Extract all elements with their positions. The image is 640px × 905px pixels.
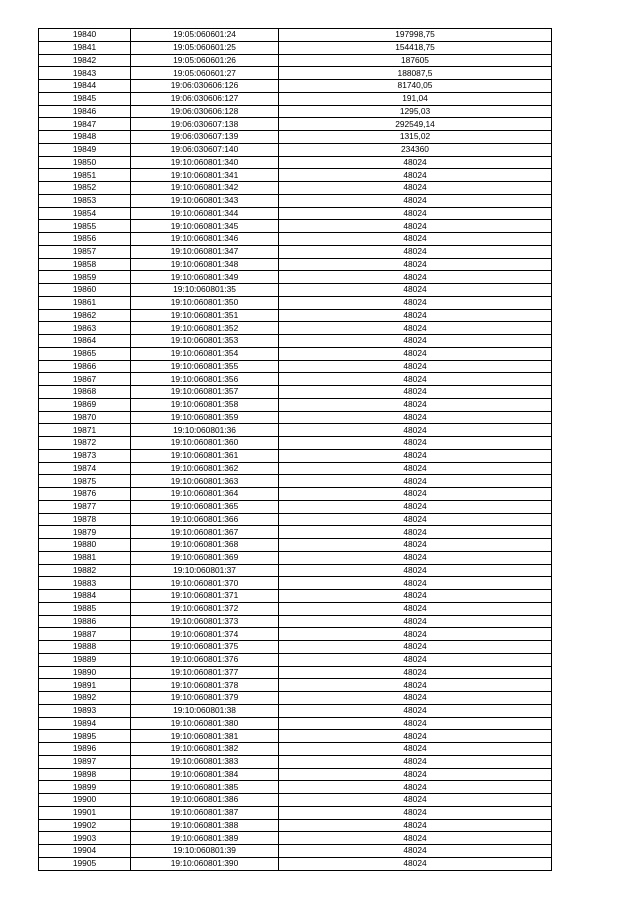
table-row [39, 118, 552, 131]
row-number-cell: 19891 [39, 679, 131, 692]
cadastral-number-cell: 19:10:060801:370 [131, 577, 279, 590]
value-cell: 48024 [279, 169, 552, 182]
row-number-cell: 19874 [39, 462, 131, 475]
table-row [39, 845, 552, 858]
table-row [39, 819, 552, 832]
cadastral-number-cell: 19:10:060801:355 [131, 360, 279, 373]
table-row [39, 730, 552, 743]
row-number-cell: 19873 [39, 449, 131, 462]
cadastral-number-cell: 19:10:060801:342 [131, 182, 279, 195]
row-number-cell: 19858 [39, 258, 131, 271]
cadastral-number-cell: 19:05:060601:25 [131, 41, 279, 54]
table-body [39, 29, 552, 871]
cadastral-number-cell: 19:10:060801:359 [131, 411, 279, 424]
cadastral-number-cell: 19:10:060801:386 [131, 794, 279, 807]
row-number-cell: 19870 [39, 411, 131, 424]
cadastral-number-cell: 19:10:060801:39 [131, 845, 279, 858]
value-cell: 48024 [279, 462, 552, 475]
table-row [39, 67, 552, 80]
row-number-cell: 19871 [39, 424, 131, 437]
table-row [39, 220, 552, 233]
cadastral-number-cell: 19:10:060801:352 [131, 322, 279, 335]
cadastral-number-cell: 19:06:030607:138 [131, 118, 279, 131]
row-number-cell: 19866 [39, 360, 131, 373]
table-row [39, 539, 552, 552]
table-row [39, 41, 552, 54]
value-cell: 48024 [279, 730, 552, 743]
table-row [39, 551, 552, 564]
row-number-cell: 19845 [39, 92, 131, 105]
row-number-cell: 19886 [39, 615, 131, 628]
value-cell: 48024 [279, 692, 552, 705]
table-row [39, 54, 552, 67]
row-number-cell: 19841 [39, 41, 131, 54]
table-row [39, 309, 552, 322]
table-row [39, 488, 552, 501]
table-row [39, 360, 552, 373]
table-row [39, 526, 552, 539]
value-cell: 48024 [279, 602, 552, 615]
cadastral-number-cell: 19:10:060801:389 [131, 832, 279, 845]
cadastral-number-cell: 19:10:060801:354 [131, 347, 279, 360]
value-cell: 234360 [279, 143, 552, 156]
cadastral-number-cell: 19:10:060801:360 [131, 437, 279, 450]
value-cell: 48024 [279, 743, 552, 756]
row-number-cell: 19867 [39, 373, 131, 386]
table-row [39, 271, 552, 284]
table-row [39, 233, 552, 246]
cadastral-number-cell: 19:10:060801:364 [131, 488, 279, 501]
table-row [39, 653, 552, 666]
table-row [39, 857, 552, 870]
value-cell: 48024 [279, 411, 552, 424]
cadastral-number-cell: 19:10:060801:38 [131, 704, 279, 717]
table-row [39, 105, 552, 118]
row-number-cell: 19843 [39, 67, 131, 80]
cadastral-number-cell: 19:10:060801:383 [131, 755, 279, 768]
cadastral-number-cell: 19:10:060801:340 [131, 156, 279, 169]
row-number-cell: 19863 [39, 322, 131, 335]
cadastral-number-cell: 19:10:060801:365 [131, 500, 279, 513]
row-number-cell: 19876 [39, 488, 131, 501]
row-number-cell: 19847 [39, 118, 131, 131]
cadastral-number-cell: 19:10:060801:376 [131, 653, 279, 666]
value-cell: 48024 [279, 475, 552, 488]
table-row [39, 692, 552, 705]
table-row [39, 449, 552, 462]
row-number-cell: 19854 [39, 207, 131, 220]
cadastral-number-cell: 19:10:060801:344 [131, 207, 279, 220]
cadastral-number-cell: 19:10:060801:36 [131, 424, 279, 437]
value-cell: 48024 [279, 398, 552, 411]
value-cell: 48024 [279, 590, 552, 603]
row-number-cell: 19849 [39, 143, 131, 156]
row-number-cell: 19875 [39, 475, 131, 488]
cadastral-number-cell: 19:10:060801:341 [131, 169, 279, 182]
value-cell: 48024 [279, 437, 552, 450]
value-cell: 48024 [279, 347, 552, 360]
value-cell: 48024 [279, 653, 552, 666]
row-number-cell: 19846 [39, 105, 131, 118]
cadastral-number-cell: 19:10:060801:349 [131, 271, 279, 284]
value-cell: 48024 [279, 768, 552, 781]
table-row [39, 131, 552, 144]
value-cell: 48024 [279, 794, 552, 807]
value-cell: 1315,02 [279, 131, 552, 144]
value-cell: 48024 [279, 335, 552, 348]
cadastral-number-cell: 19:10:060801:351 [131, 309, 279, 322]
row-number-cell: 19869 [39, 398, 131, 411]
value-cell: 48024 [279, 309, 552, 322]
table-row [39, 615, 552, 628]
table-row [39, 182, 552, 195]
cadastral-number-cell: 19:10:060801:372 [131, 602, 279, 615]
cadastral-number-cell: 19:10:060801:371 [131, 590, 279, 603]
table-row [39, 92, 552, 105]
value-cell: 48024 [279, 386, 552, 399]
value-cell: 48024 [279, 360, 552, 373]
value-cell: 48024 [279, 373, 552, 386]
table-row [39, 602, 552, 615]
table-row [39, 424, 552, 437]
table-row [39, 794, 552, 807]
value-cell: 48024 [279, 717, 552, 730]
value-cell: 48024 [279, 207, 552, 220]
cadastral-number-cell: 19:10:060801:378 [131, 679, 279, 692]
table-row [39, 284, 552, 297]
value-cell: 48024 [279, 296, 552, 309]
row-number-cell: 19902 [39, 819, 131, 832]
cadastral-number-cell: 19:06:030606:128 [131, 105, 279, 118]
table-row [39, 475, 552, 488]
value-cell: 48024 [279, 551, 552, 564]
row-number-cell: 19853 [39, 194, 131, 207]
row-number-cell: 19900 [39, 794, 131, 807]
table-row [39, 80, 552, 93]
value-cell: 48024 [279, 500, 552, 513]
value-cell: 48024 [279, 857, 552, 870]
row-number-cell: 19896 [39, 743, 131, 756]
cadastral-number-cell: 19:10:060801:350 [131, 296, 279, 309]
value-cell: 188087,5 [279, 67, 552, 80]
cadastral-number-cell: 19:10:060801:353 [131, 335, 279, 348]
value-cell: 81740,05 [279, 80, 552, 93]
cadastral-number-cell: 19:10:060801:343 [131, 194, 279, 207]
value-cell: 48024 [279, 233, 552, 246]
value-cell: 48024 [279, 615, 552, 628]
cadastral-number-cell: 19:10:060801:367 [131, 526, 279, 539]
cadastral-number-cell: 19:05:060601:26 [131, 54, 279, 67]
value-cell: 292549,14 [279, 118, 552, 131]
row-number-cell: 19851 [39, 169, 131, 182]
table-row [39, 806, 552, 819]
value-cell: 48024 [279, 819, 552, 832]
table-row [39, 143, 552, 156]
row-number-cell: 19872 [39, 437, 131, 450]
table-row [39, 245, 552, 258]
row-number-cell: 19856 [39, 233, 131, 246]
table-row [39, 590, 552, 603]
table-row [39, 296, 552, 309]
table-row [39, 462, 552, 475]
table-row [39, 513, 552, 526]
cadastral-number-cell: 19:10:060801:368 [131, 539, 279, 552]
row-number-cell: 19850 [39, 156, 131, 169]
row-number-cell: 19884 [39, 590, 131, 603]
row-number-cell: 19844 [39, 80, 131, 93]
cadastral-number-cell: 19:10:060801:362 [131, 462, 279, 475]
value-cell: 48024 [279, 539, 552, 552]
table-row [39, 832, 552, 845]
table-row [39, 335, 552, 348]
cadastral-number-cell: 19:10:060801:385 [131, 781, 279, 794]
value-cell: 48024 [279, 220, 552, 233]
row-number-cell: 19878 [39, 513, 131, 526]
table-row [39, 411, 552, 424]
value-cell: 48024 [279, 755, 552, 768]
table-row [39, 156, 552, 169]
value-cell: 48024 [279, 526, 552, 539]
row-number-cell: 19881 [39, 551, 131, 564]
row-number-cell: 19882 [39, 564, 131, 577]
cadastral-number-cell: 19:06:030607:140 [131, 143, 279, 156]
row-number-cell: 19887 [39, 628, 131, 641]
table-row [39, 398, 552, 411]
row-number-cell: 19901 [39, 806, 131, 819]
value-cell: 48024 [279, 641, 552, 654]
table-row [39, 386, 552, 399]
row-number-cell: 19842 [39, 54, 131, 67]
row-number-cell: 19899 [39, 781, 131, 794]
value-cell: 154418,75 [279, 41, 552, 54]
table-row [39, 768, 552, 781]
table-row [39, 679, 552, 692]
row-number-cell: 19904 [39, 845, 131, 858]
cadastral-number-cell: 19:10:060801:369 [131, 551, 279, 564]
value-cell: 48024 [279, 488, 552, 501]
row-number-cell: 19895 [39, 730, 131, 743]
row-number-cell: 19880 [39, 539, 131, 552]
table-row [39, 577, 552, 590]
cadastral-number-cell: 19:10:060801:37 [131, 564, 279, 577]
row-number-cell: 19897 [39, 755, 131, 768]
row-number-cell: 19893 [39, 704, 131, 717]
cadastral-number-cell: 19:05:060601:27 [131, 67, 279, 80]
row-number-cell: 19879 [39, 526, 131, 539]
value-cell: 48024 [279, 832, 552, 845]
cadastral-number-cell: 19:06:030606:126 [131, 80, 279, 93]
row-number-cell: 19857 [39, 245, 131, 258]
cadastral-number-cell: 19:10:060801:388 [131, 819, 279, 832]
cadastral-number-cell: 19:06:030606:127 [131, 92, 279, 105]
value-cell: 48024 [279, 845, 552, 858]
row-number-cell: 19885 [39, 602, 131, 615]
cadastral-number-cell: 19:10:060801:384 [131, 768, 279, 781]
row-number-cell: 19890 [39, 666, 131, 679]
value-cell: 48024 [279, 679, 552, 692]
cadastral-number-cell: 19:10:060801:379 [131, 692, 279, 705]
table-row [39, 666, 552, 679]
row-number-cell: 19894 [39, 717, 131, 730]
cadastral-number-cell: 19:10:060801:358 [131, 398, 279, 411]
value-cell: 48024 [279, 156, 552, 169]
cadastral-number-cell: 19:10:060801:357 [131, 386, 279, 399]
cadastral-number-cell: 19:10:060801:35 [131, 284, 279, 297]
cadastral-number-cell: 19:10:060801:345 [131, 220, 279, 233]
row-number-cell: 19868 [39, 386, 131, 399]
cadastral-number-cell: 19:10:060801:356 [131, 373, 279, 386]
cadastral-number-cell: 19:10:060801:382 [131, 743, 279, 756]
table-row [39, 755, 552, 768]
cadastral-number-cell: 19:10:060801:381 [131, 730, 279, 743]
cadastral-number-cell: 19:10:060801:375 [131, 641, 279, 654]
value-cell: 48024 [279, 271, 552, 284]
value-cell: 48024 [279, 577, 552, 590]
table-row [39, 29, 552, 42]
cadastral-number-cell: 19:10:060801:373 [131, 615, 279, 628]
cadastral-number-cell: 19:10:060801:374 [131, 628, 279, 641]
cadastral-value-table [38, 28, 552, 871]
row-number-cell: 19860 [39, 284, 131, 297]
cadastral-number-cell: 19:10:060801:348 [131, 258, 279, 271]
row-number-cell: 19864 [39, 335, 131, 348]
row-number-cell: 19840 [39, 29, 131, 42]
cadastral-number-cell: 19:10:060801:363 [131, 475, 279, 488]
table-row [39, 743, 552, 756]
value-cell: 191,04 [279, 92, 552, 105]
row-number-cell: 19852 [39, 182, 131, 195]
cadastral-number-cell: 19:05:060601:24 [131, 29, 279, 42]
table-row [39, 373, 552, 386]
cadastral-number-cell: 19:10:060801:366 [131, 513, 279, 526]
row-number-cell: 19888 [39, 641, 131, 654]
cadastral-number-cell: 19:10:060801:390 [131, 857, 279, 870]
table-row [39, 628, 552, 641]
value-cell: 48024 [279, 424, 552, 437]
value-cell: 48024 [279, 628, 552, 641]
row-number-cell: 19859 [39, 271, 131, 284]
value-cell: 187605 [279, 54, 552, 67]
cadastral-number-cell: 19:10:060801:380 [131, 717, 279, 730]
value-cell: 48024 [279, 564, 552, 577]
table-row [39, 322, 552, 335]
value-cell: 48024 [279, 781, 552, 794]
cadastral-number-cell: 19:10:060801:361 [131, 449, 279, 462]
row-number-cell: 19892 [39, 692, 131, 705]
cadastral-number-cell: 19:10:060801:347 [131, 245, 279, 258]
row-number-cell: 19861 [39, 296, 131, 309]
value-cell: 48024 [279, 182, 552, 195]
value-cell: 48024 [279, 284, 552, 297]
row-number-cell: 19855 [39, 220, 131, 233]
value-cell: 48024 [279, 258, 552, 271]
row-number-cell: 19848 [39, 131, 131, 144]
cadastral-number-cell: 19:10:060801:387 [131, 806, 279, 819]
table-row [39, 207, 552, 220]
table-row [39, 500, 552, 513]
value-cell: 197998,75 [279, 29, 552, 42]
table-row [39, 781, 552, 794]
table-row [39, 641, 552, 654]
cadastral-number-cell: 19:06:030607:139 [131, 131, 279, 144]
value-cell: 48024 [279, 194, 552, 207]
row-number-cell: 19862 [39, 309, 131, 322]
table-row [39, 717, 552, 730]
table-row [39, 347, 552, 360]
row-number-cell: 19889 [39, 653, 131, 666]
value-cell: 48024 [279, 806, 552, 819]
row-number-cell: 19898 [39, 768, 131, 781]
table-row [39, 194, 552, 207]
table-row [39, 258, 552, 271]
row-number-cell: 19903 [39, 832, 131, 845]
table-row [39, 704, 552, 717]
table-row [39, 169, 552, 182]
cadastral-number-cell: 19:10:060801:346 [131, 233, 279, 246]
row-number-cell: 19877 [39, 500, 131, 513]
value-cell: 48024 [279, 322, 552, 335]
value-cell: 48024 [279, 513, 552, 526]
row-number-cell: 19883 [39, 577, 131, 590]
row-number-cell: 19865 [39, 347, 131, 360]
row-number-cell: 19905 [39, 857, 131, 870]
value-cell: 48024 [279, 245, 552, 258]
value-cell: 48024 [279, 666, 552, 679]
value-cell: 48024 [279, 704, 552, 717]
table-row [39, 564, 552, 577]
value-cell: 1295,03 [279, 105, 552, 118]
value-cell: 48024 [279, 449, 552, 462]
cadastral-number-cell: 19:10:060801:377 [131, 666, 279, 679]
table-row [39, 437, 552, 450]
